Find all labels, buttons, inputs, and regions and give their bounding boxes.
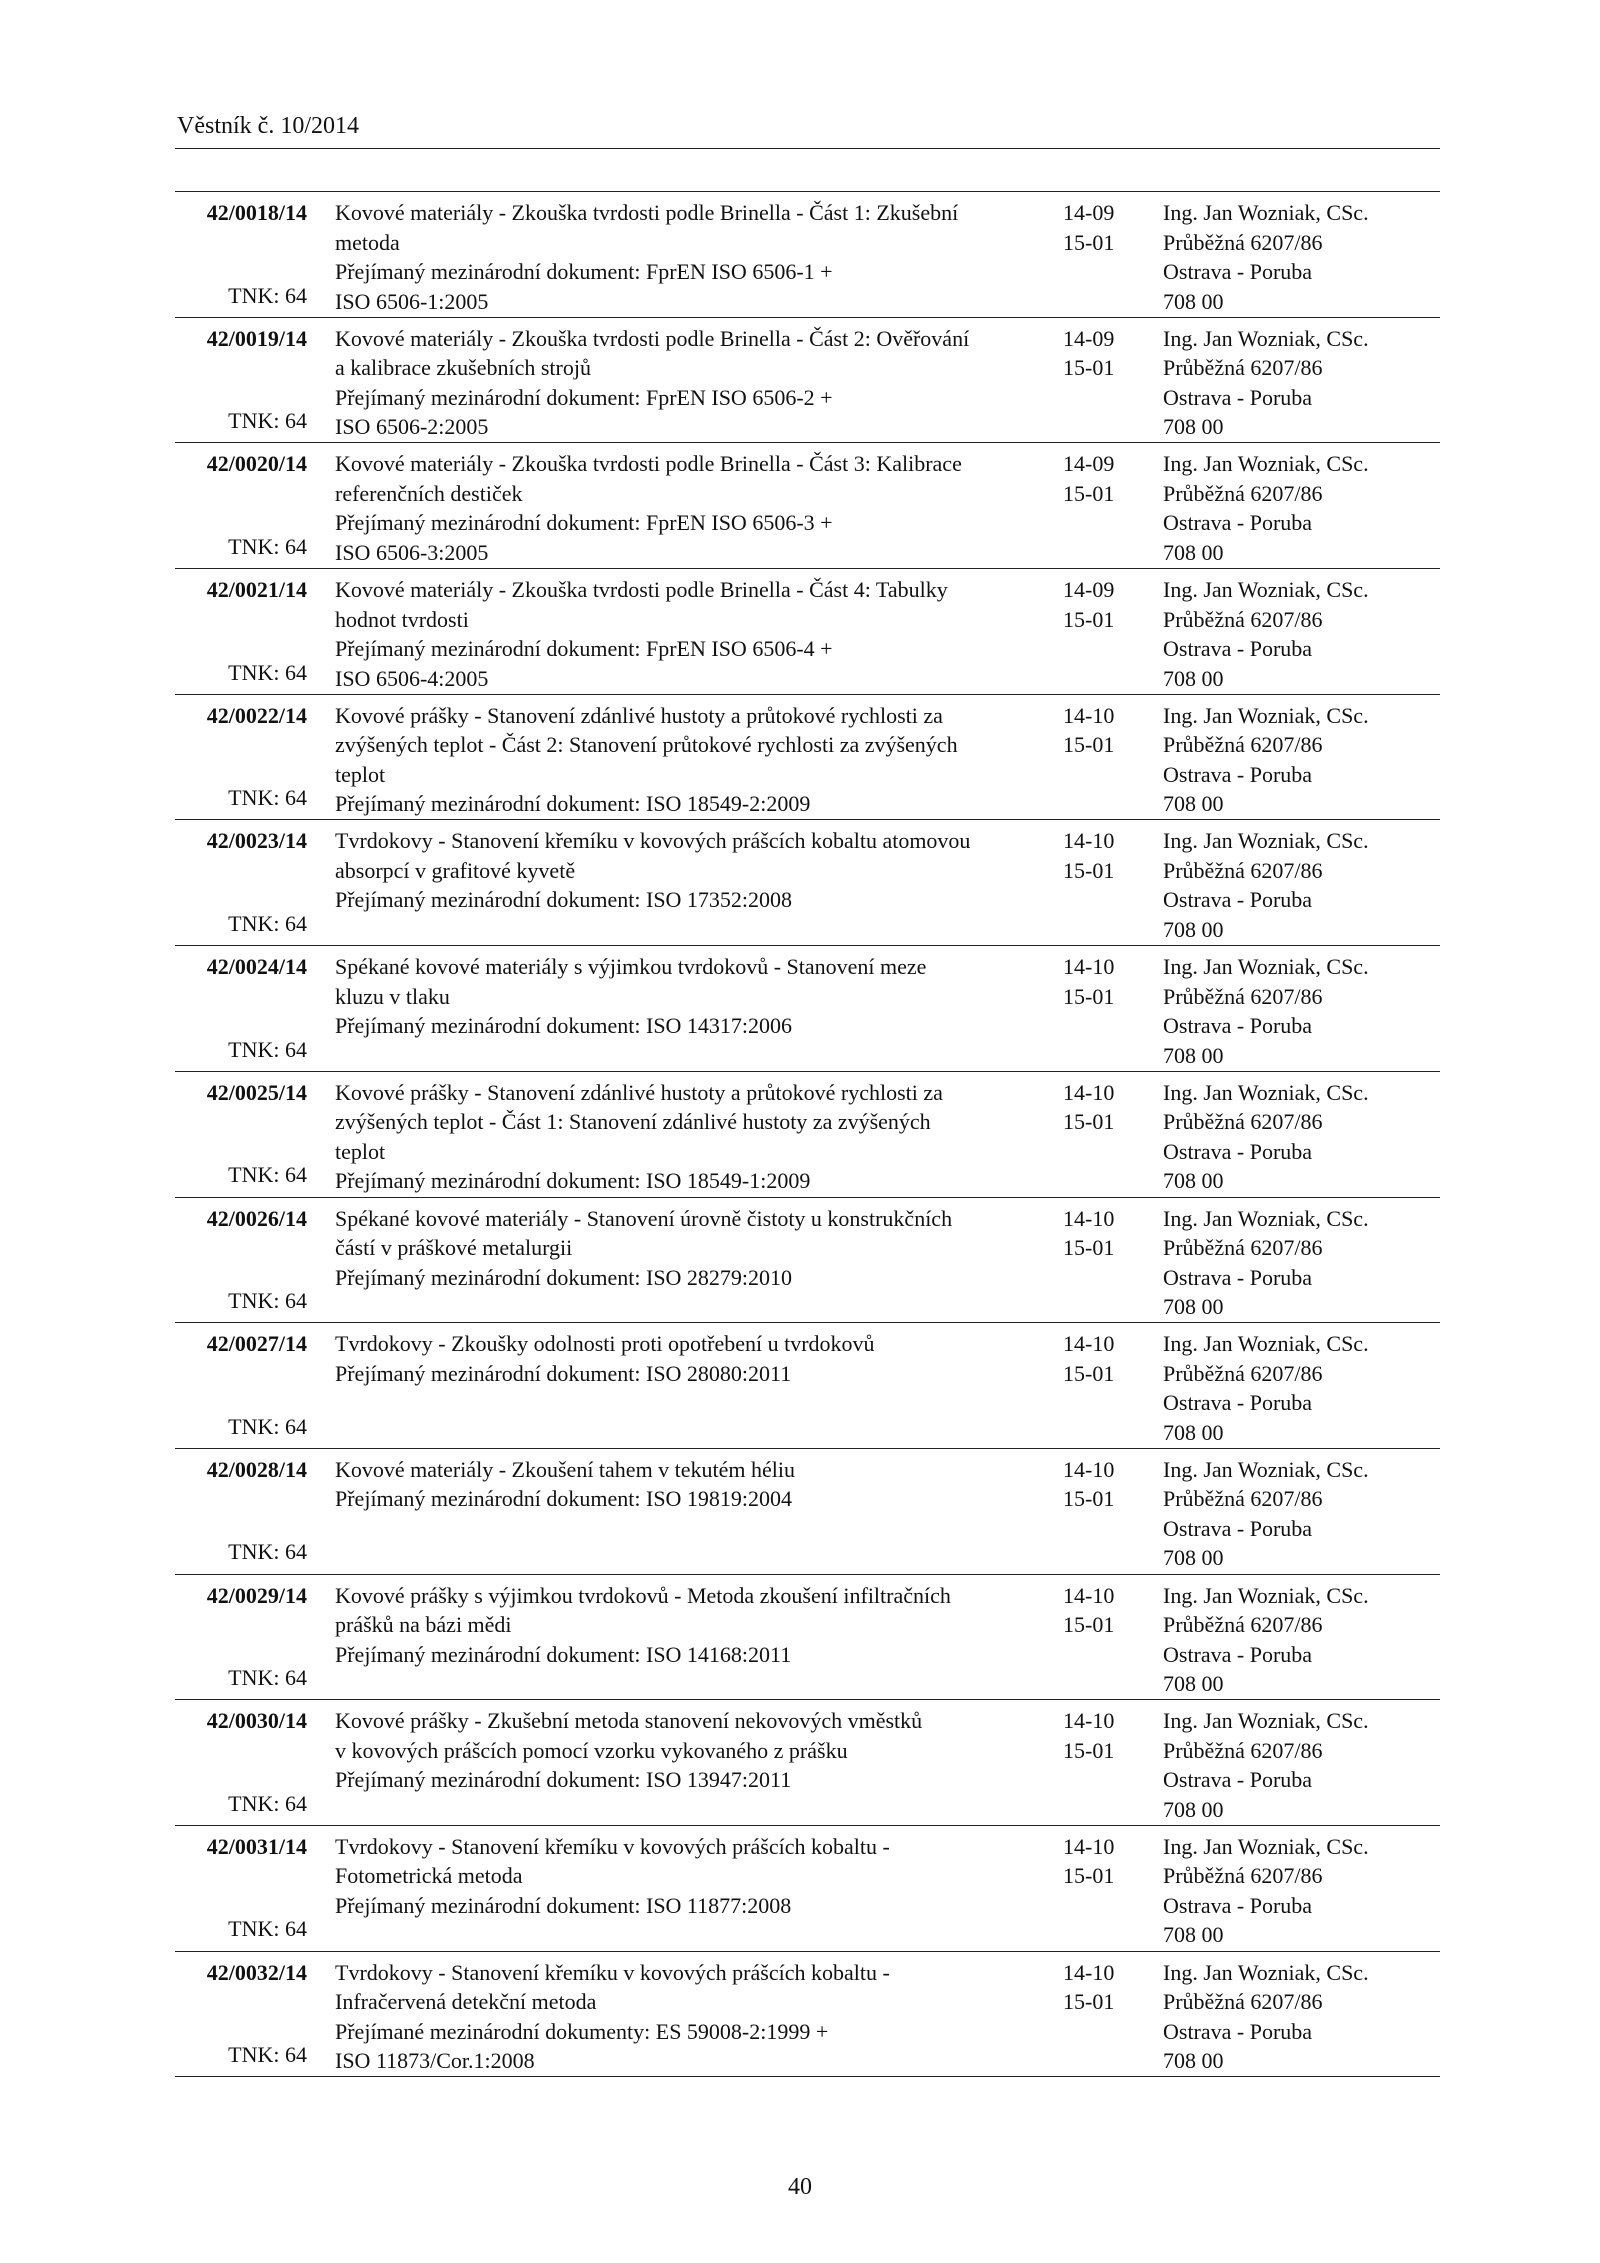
entry-contact-address — [1163, 826, 1433, 944]
entry-id-cell — [175, 701, 307, 813]
entry-title — [335, 1455, 1047, 1514]
entry-title — [335, 449, 1047, 567]
entry-contact-address — [1163, 1706, 1433, 1824]
entry-number: 42/0025/14 — [206, 1079, 307, 1105]
entry-contact-address — [1163, 1329, 1433, 1447]
entry-date: 15-01 — [1063, 983, 1115, 1009]
page-number: 40 — [788, 2174, 812, 2200]
entry-title — [335, 701, 1047, 819]
entry-address-line: Průběžná 6207/86 — [1163, 732, 1323, 758]
entry-address-line: Ostrava - Poruba — [1163, 259, 1313, 284]
entry-address-line: Ostrava - Poruba — [1163, 1641, 1313, 1667]
entry-title-line: Přejímaný mezinárodní dokument: ISO 18549-2:2009 — [335, 791, 811, 817]
entry-title-line: Tvrdokovy - Stanovení křemíku v kovových prášcích kobaltu - — [335, 1959, 890, 1985]
entry-address-line: 708 00 — [1163, 1796, 1224, 1822]
entry-id-cell — [175, 1706, 307, 1818]
entry-address-line: Průběžná 6207/86 — [1163, 1989, 1323, 2015]
entry-title-line: a kalibrace zkušebních strojů — [335, 355, 591, 381]
entry-title — [335, 1329, 1047, 1388]
entry-address-line: Průběžná 6207/86 — [1163, 355, 1323, 381]
entry-address-line: 708 00 — [1163, 2048, 1224, 2074]
entry-address-line: Ostrava - Poruba — [1163, 636, 1313, 662]
entry-number: 42/0026/14 — [206, 1205, 307, 1231]
entry-title-line: Kovové prášky - Stanovení zdánlivé hustoty a průtokové rychlosti za — [335, 702, 943, 728]
entry-address-line: Ostrava - Poruba — [1163, 1013, 1313, 1039]
entry-address-line: Průběžná 6207/86 — [1163, 480, 1323, 506]
entry-id-cell — [175, 575, 307, 687]
entry-date: 15-01 — [1063, 480, 1115, 506]
entry-date: 14-09 — [1063, 200, 1115, 225]
entry-date: 15-01 — [1063, 606, 1115, 632]
entry-dates — [1063, 449, 1153, 508]
entry-address-line: Ing. Jan Wozniak, CSc. — [1163, 1582, 1369, 1608]
entry-address-line: Ing. Jan Wozniak, CSc. — [1163, 828, 1369, 854]
entry-dates — [1063, 1204, 1153, 1263]
entry-dates — [1063, 1329, 1153, 1388]
entry-tnk: TNK: 64 — [228, 1665, 307, 1691]
entry-date: 14-10 — [1063, 1959, 1115, 1985]
entry-title — [335, 198, 1047, 316]
entry-title-line: Kovové materiály - Zkouška tvrdosti podle Brinella - Část 1: Zkušební — [335, 200, 959, 225]
entry-address-line: Ostrava - Poruba — [1163, 1515, 1313, 1541]
entry-title — [335, 1706, 1047, 1795]
entry-address-line: 708 00 — [1163, 1922, 1224, 1948]
table-row — [175, 1323, 1440, 1449]
entry-dates — [1063, 701, 1153, 760]
entry-address-line: 708 00 — [1163, 665, 1224, 691]
entry-id-cell — [175, 1832, 307, 1944]
entry-title-line: Přejímaný mezinárodní dokument: ISO 14317:2006 — [335, 1013, 793, 1039]
entry-address-line: Ostrava - Poruba — [1163, 761, 1313, 787]
entry-date: 15-01 — [1063, 229, 1115, 255]
entry-date: 14-10 — [1063, 828, 1115, 854]
table-row — [175, 1198, 1440, 1324]
entry-contact-address — [1163, 1455, 1433, 1573]
entry-title-line: Přejímaný mezinárodní dokument: FprEN ISO 6506-3 + — [335, 510, 833, 536]
entry-dates — [1063, 1958, 1153, 2017]
entry-title-line: Kovové prášky - Zkušební metoda stanovení nekovových vměstků — [335, 1708, 923, 1734]
entry-title-line: Tvrdokovy - Stanovení křemíku v kovových prášcích kobaltu atomovou — [335, 828, 971, 854]
entry-contact-address — [1163, 198, 1433, 316]
entry-address-line: Ing. Jan Wozniak, CSc. — [1163, 1079, 1369, 1105]
entry-address-line: Ing. Jan Wozniak, CSc. — [1163, 577, 1369, 603]
entry-date: 14-10 — [1063, 1456, 1115, 1482]
entry-date: 14-10 — [1063, 1708, 1115, 1734]
entry-title-line: Přejímaný mezinárodní dokument: ISO 14168:2011 — [335, 1641, 792, 1667]
entry-number: 42/0018/14 — [206, 200, 307, 225]
entry-address-line: Průběžná 6207/86 — [1163, 1360, 1323, 1386]
entry-title-line: Přejímaný mezinárodní dokument: FprEN ISO 6506-1 + — [335, 259, 833, 284]
entry-address-line: Průběžná 6207/86 — [1163, 1486, 1323, 1512]
entry-title-line: Kovové materiály - Zkouška tvrdosti podle Brinella - Část 4: Tabulky — [335, 577, 948, 603]
entry-address-line: Ostrava - Poruba — [1163, 1892, 1313, 1918]
entry-title-line: Tvrdokovy - Zkoušky odolnosti proti opotřebení u tvrdokovů — [335, 1331, 875, 1357]
entry-contact-address — [1163, 952, 1433, 1070]
entry-contact-address — [1163, 575, 1433, 693]
entry-tnk: TNK: 64 — [228, 659, 307, 685]
entry-address-line: 708 00 — [1163, 1294, 1224, 1319]
entry-contact-address — [1163, 1958, 1433, 2076]
journal-title: Věstník č. 10/2014 — [177, 113, 359, 139]
table-row — [175, 1826, 1440, 1952]
entry-tnk: TNK: 64 — [228, 1162, 307, 1188]
entry-date: 14-09 — [1063, 577, 1115, 603]
entry-contact-address — [1163, 324, 1433, 442]
entry-title-line: prášků na bázi mědi — [335, 1612, 512, 1638]
entry-date: 15-01 — [1063, 1360, 1115, 1386]
entry-tnk: TNK: 64 — [228, 1790, 307, 1816]
entry-dates — [1063, 826, 1153, 885]
entry-address-line: Ing. Jan Wozniak, CSc. — [1163, 1331, 1369, 1357]
entry-date: 15-01 — [1063, 1989, 1115, 2015]
entry-title-line: Přejímaný mezinárodní dokument: ISO 13947:2011 — [335, 1767, 792, 1793]
entry-contact-address — [1163, 1078, 1433, 1196]
entry-tnk: TNK: 64 — [228, 1916, 307, 1942]
entry-title — [335, 952, 1047, 1041]
entry-address-line: Průběžná 6207/86 — [1163, 606, 1323, 632]
entry-address-line: Ing. Jan Wozniak, CSc. — [1163, 1456, 1369, 1482]
entry-address-line: Průběžná 6207/86 — [1163, 1737, 1323, 1763]
entry-title-line: Kovové materiály - Zkouška tvrdosti podle Brinella - Část 3: Kalibrace — [335, 451, 962, 477]
entry-date: 15-01 — [1063, 1612, 1115, 1638]
entry-date: 14-10 — [1063, 1833, 1115, 1859]
entry-address-line: Ostrava - Poruba — [1163, 384, 1313, 410]
entry-address-line: Ing. Jan Wozniak, CSc. — [1163, 1205, 1369, 1231]
entry-tnk: TNK: 64 — [228, 1036, 307, 1062]
table-row — [175, 192, 1440, 318]
table-row — [175, 1952, 1440, 2078]
entry-title — [335, 1581, 1047, 1670]
entry-title-line: Přejímaný mezinárodní dokument: ISO 28080:2011 — [335, 1360, 792, 1386]
entry-number: 42/0030/14 — [206, 1708, 307, 1734]
entry-address-line: 708 00 — [1163, 539, 1224, 565]
table-row — [175, 1449, 1440, 1575]
entry-address-line: 708 00 — [1163, 1671, 1224, 1697]
entry-number: 42/0024/14 — [206, 954, 307, 980]
entry-title-line: absorpcí v grafitové kyvetě — [335, 857, 576, 883]
entry-number: 42/0021/14 — [206, 577, 307, 603]
entry-date: 15-01 — [1063, 355, 1115, 381]
entry-title-line: referenčních destiček — [335, 480, 523, 506]
entry-title-line: Přejímaný mezinárodní dokument: ISO 28279:2010 — [335, 1264, 793, 1290]
entry-tnk: TNK: 64 — [228, 2042, 307, 2068]
entry-address-line: 708 00 — [1163, 1545, 1224, 1571]
entry-title-line: ISO 6506-4:2005 — [335, 665, 489, 691]
entry-title-line: částí v práškové metalurgii — [335, 1235, 573, 1260]
entry-address-line: Ing. Jan Wozniak, CSc. — [1163, 451, 1369, 477]
entry-number: 42/0022/14 — [206, 702, 307, 728]
entry-title-line: Přejímaný mezinárodní dokument: ISO 19819:2004 — [335, 1486, 793, 1512]
entry-title — [335, 1958, 1047, 2076]
entry-title-line: Spékané kovové materiály - Stanovení úrovně čistoty u konstrukčních — [335, 1205, 953, 1231]
entry-title — [335, 1204, 1047, 1293]
entry-address-line: Ostrava - Poruba — [1163, 510, 1313, 536]
entry-title-line: zvýšených teplot - Část 1: Stanovení zdánlivé hustoty za zvýšených — [335, 1109, 931, 1135]
entry-title-line: Kovové prášky s výjimkou tvrdokovů - Metoda zkoušení infiltračních — [335, 1582, 951, 1608]
entry-title-line: kluzu v tlaku — [335, 983, 450, 1009]
entry-tnk: TNK: 64 — [228, 533, 307, 559]
entry-title-line: Přejímaný mezinárodní dokument: FprEN ISO 6506-4 + — [335, 636, 833, 662]
entry-address-line: Průběžná 6207/86 — [1163, 1235, 1323, 1260]
page-header — [175, 112, 1440, 149]
entry-address-line: Ostrava - Poruba — [1163, 887, 1313, 913]
entry-date: 15-01 — [1063, 1109, 1115, 1135]
entry-title-line: Spékané kovové materiály s výjimkou tvrdokovů - Stanovení meze — [335, 954, 927, 980]
table-row — [175, 1072, 1440, 1198]
entry-number: 42/0027/14 — [206, 1331, 307, 1357]
entry-address-line: Ing. Jan Wozniak, CSc. — [1163, 1708, 1369, 1734]
entry-number: 42/0028/14 — [206, 1456, 307, 1482]
table-row — [175, 695, 1440, 821]
entry-id-cell — [175, 449, 307, 561]
entry-title-line: ISO 11873/Cor.1:2008 — [335, 2048, 535, 2074]
entry-title-line: metoda — [335, 229, 400, 255]
entry-title-line: ISO 6506-1:2005 — [335, 288, 489, 314]
entry-date: 15-01 — [1063, 1486, 1115, 1512]
entry-id-cell — [175, 952, 307, 1064]
entry-id-cell — [175, 1204, 307, 1316]
entry-address-line: 708 00 — [1163, 1168, 1224, 1194]
entry-number: 42/0023/14 — [206, 828, 307, 854]
entry-contact-address — [1163, 1204, 1433, 1322]
entry-id-cell — [175, 1455, 307, 1567]
entry-address-line: Ing. Jan Wozniak, CSc. — [1163, 954, 1369, 980]
entry-address-line: Ing. Jan Wozniak, CSc. — [1163, 200, 1369, 225]
entry-address-line: Průběžná 6207/86 — [1163, 983, 1323, 1009]
entry-date: 15-01 — [1063, 1863, 1115, 1889]
entry-dates — [1063, 324, 1153, 383]
entry-address-line: Ing. Jan Wozniak, CSc. — [1163, 1959, 1369, 1985]
entry-dates — [1063, 1832, 1153, 1891]
entry-dates — [1063, 952, 1153, 1011]
entry-tnk: TNK: 64 — [228, 785, 307, 811]
entry-date: 15-01 — [1063, 857, 1115, 883]
entry-title — [335, 826, 1047, 915]
entry-title-line: Přejímaný mezinárodní dokument: FprEN ISO 6506-2 + — [335, 384, 833, 410]
entry-id-cell — [175, 1958, 307, 2070]
entry-date: 14-10 — [1063, 954, 1115, 980]
entry-id-cell — [175, 1078, 307, 1190]
entry-tnk: TNK: 64 — [228, 1288, 307, 1313]
entry-title-line: Přejímaný mezinárodní dokument: ISO 17352:2008 — [335, 887, 793, 913]
entry-date: 15-01 — [1063, 1235, 1115, 1260]
entry-title — [335, 1078, 1047, 1196]
table-row — [175, 318, 1440, 444]
entry-address-line: Ostrava - Poruba — [1163, 1138, 1313, 1164]
entry-title-line: Přejímané mezinárodní dokumenty: ES 59008-2:1999 + — [335, 2018, 829, 2044]
entry-id-cell — [175, 324, 307, 436]
entry-date: 14-09 — [1063, 451, 1115, 477]
entry-dates — [1063, 198, 1153, 257]
entry-date: 14-10 — [1063, 1079, 1115, 1105]
entry-title — [335, 575, 1047, 693]
entry-dates — [1063, 575, 1153, 634]
entry-date: 15-01 — [1063, 732, 1115, 758]
entry-dates — [1063, 1581, 1153, 1640]
entry-address-line: 708 00 — [1163, 916, 1224, 942]
entry-title-line: v kovových prášcích pomocí vzorku vykovaného z prášku — [335, 1737, 848, 1763]
entry-id-cell — [175, 1329, 307, 1441]
entry-tnk: TNK: 64 — [228, 1413, 307, 1439]
entry-address-line: 708 00 — [1163, 414, 1224, 440]
entry-tnk: TNK: 64 — [228, 282, 307, 308]
entry-address-line: Průběžná 6207/86 — [1163, 1863, 1323, 1889]
entry-title-line: teplot — [335, 1138, 386, 1164]
entry-title-line: hodnot tvrdosti — [335, 606, 469, 632]
entry-address-line: Ostrava - Poruba — [1163, 1767, 1313, 1793]
entry-dates — [1063, 1455, 1153, 1514]
table-row — [175, 946, 1440, 1072]
entry-title-line: zvýšených teplot - Část 2: Stanovení průtokové rychlosti za zvýšených — [335, 732, 958, 758]
entry-address-line: 708 00 — [1163, 1042, 1224, 1068]
entry-address-line: Ostrava - Poruba — [1163, 1264, 1313, 1290]
entry-address-line: 708 00 — [1163, 1419, 1224, 1445]
entry-date: 15-01 — [1063, 1737, 1115, 1763]
entry-dates — [1063, 1078, 1153, 1137]
entry-contact-address — [1163, 449, 1433, 567]
entry-title-line: Tvrdokovy - Stanovení křemíku v kovových prášcích kobaltu - — [335, 1833, 890, 1859]
table-row — [175, 443, 1440, 569]
entry-id-cell — [175, 1581, 307, 1693]
entry-address-line: Ing. Jan Wozniak, CSc. — [1163, 1833, 1369, 1859]
entry-dates — [1063, 1706, 1153, 1765]
entry-title-line: Kovové prášky - Stanovení zdánlivé hustoty a průtokové rychlosti za — [335, 1079, 943, 1105]
entry-id-cell — [175, 198, 307, 310]
entry-contact-address — [1163, 1581, 1433, 1699]
entry-address-line: 708 00 — [1163, 791, 1224, 817]
entry-number: 42/0020/14 — [206, 451, 307, 477]
entry-number: 42/0019/14 — [206, 325, 307, 351]
entry-date: 14-10 — [1063, 1331, 1115, 1357]
entry-address-line: Průběžná 6207/86 — [1163, 1612, 1323, 1638]
entry-title-line: Přejímaný mezinárodní dokument: ISO 11877:2008 — [335, 1892, 792, 1918]
entry-title-line: ISO 6506-2:2005 — [335, 414, 489, 440]
entry-id-cell — [175, 826, 307, 938]
entry-contact-address — [1163, 1832, 1433, 1950]
entry-address-line: Průběžná 6207/86 — [1163, 1109, 1323, 1135]
entry-address-line: 708 00 — [1163, 288, 1224, 314]
entry-number: 42/0032/14 — [206, 1959, 307, 1985]
entry-number: 42/0031/14 — [206, 1833, 307, 1859]
entry-address-line: Průběžná 6207/86 — [1163, 857, 1323, 883]
standards-table — [175, 191, 1440, 2077]
entry-date: 14-09 — [1063, 325, 1115, 351]
entry-address-line: Ostrava - Poruba — [1163, 2018, 1313, 2044]
entry-title-line: Fotometrická metoda — [335, 1863, 523, 1889]
table-row — [175, 1700, 1440, 1826]
entry-date: 14-10 — [1063, 702, 1115, 728]
entry-number: 42/0029/14 — [206, 1582, 307, 1608]
table-row — [175, 820, 1440, 946]
entry-address-line: Ing. Jan Wozniak, CSc. — [1163, 702, 1369, 728]
entry-contact-address — [1163, 701, 1433, 819]
table-row — [175, 569, 1440, 695]
entry-date: 14-10 — [1063, 1205, 1115, 1231]
entry-tnk: TNK: 64 — [228, 408, 307, 434]
table-row — [175, 1575, 1440, 1701]
entry-title — [335, 1832, 1047, 1921]
entry-address-line: Ing. Jan Wozniak, CSc. — [1163, 325, 1369, 351]
entry-title-line: Kovové materiály - Zkouška tvrdosti podle Brinella - Část 2: Ověřování — [335, 325, 970, 351]
entry-title-line: Kovové materiály - Zkoušení tahem v tekutém héliu — [335, 1456, 796, 1482]
entry-address-line: Průběžná 6207/86 — [1163, 229, 1323, 255]
entry-date: 14-10 — [1063, 1582, 1115, 1608]
entry-title-line: teplot — [335, 761, 386, 787]
entry-tnk: TNK: 64 — [228, 910, 307, 936]
entry-title-line: Infračervená detekční metoda — [335, 1989, 597, 2015]
entry-tnk: TNK: 64 — [228, 1539, 307, 1565]
entry-title — [335, 324, 1047, 442]
entry-title-line: Přejímaný mezinárodní dokument: ISO 18549-1:2009 — [335, 1168, 811, 1194]
entry-title-line: ISO 6506-3:2005 — [335, 539, 489, 565]
entry-address-line: Ostrava - Poruba — [1163, 1390, 1313, 1416]
